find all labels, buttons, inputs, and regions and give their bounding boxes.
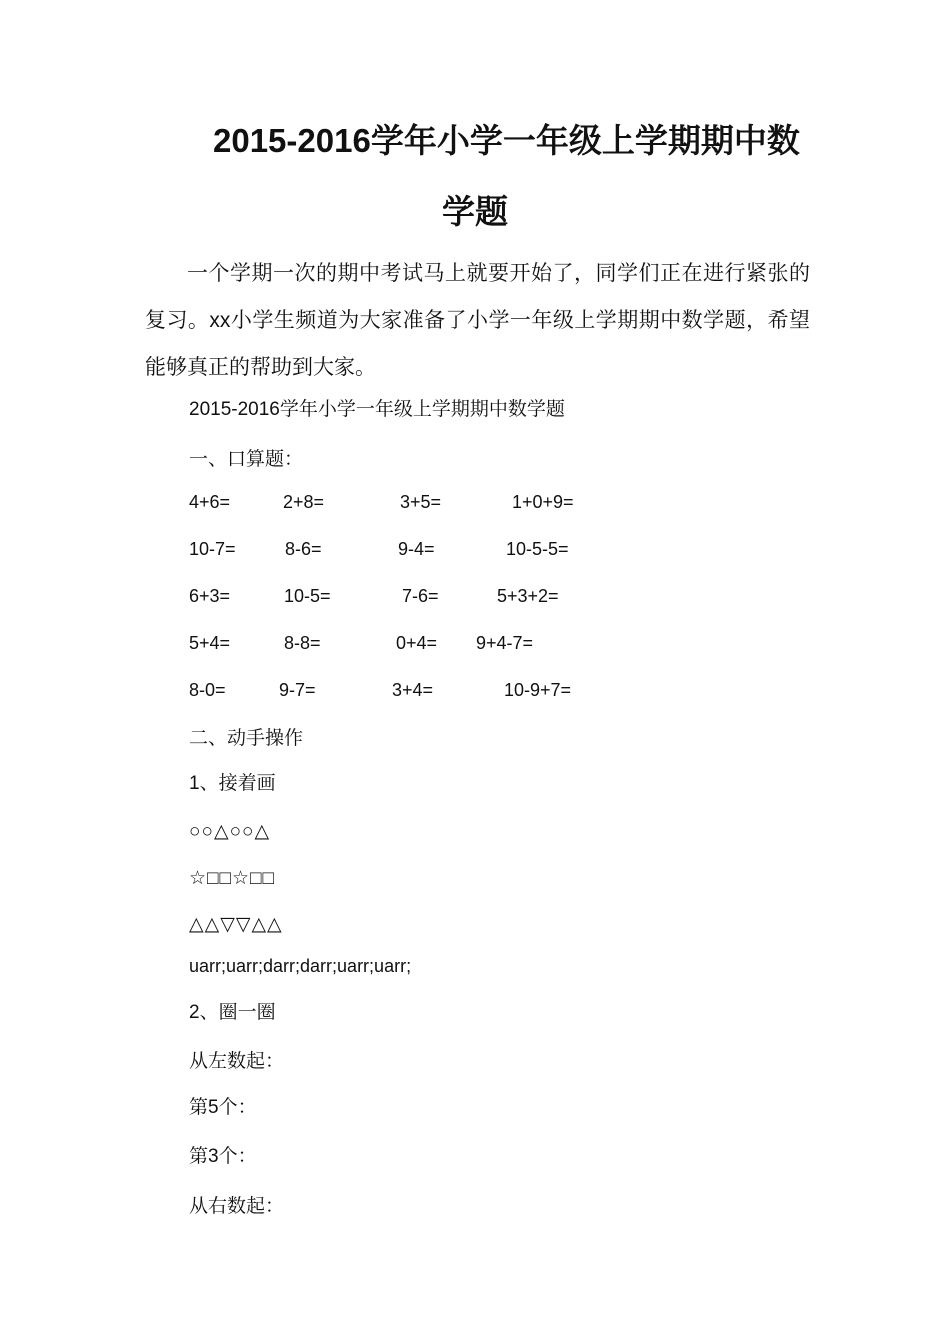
arithmetic-item: 0+4= — [396, 633, 438, 653]
shape-pattern-1: ○○△○○△ — [189, 821, 271, 842]
arithmetic-item: 4+6= — [189, 492, 231, 512]
question1-label: 1、接着画 — [189, 773, 276, 794]
arithmetic-item: 5+4= — [189, 633, 231, 653]
document-title-line2: 学题 — [442, 193, 508, 230]
arithmetic-item: 10-5= — [284, 586, 331, 606]
document-title-line1: 2015-2016学年小学一年级上学期期中数 — [213, 122, 800, 159]
third-item-label: 第3个： — [189, 1146, 257, 1167]
intro-paragraph: 一个学期一次的期中考试马上就要开始了，同学们正在进行紧张的复习。xx小学生频道为大家准备了小学一年级上学期期中数学题，希望能够真正的帮助到大家。 — [145, 262, 810, 379]
arithmetic-item: 10-5-5= — [506, 539, 569, 559]
arithmetic-item: 8-6= — [285, 539, 322, 559]
question2-label: 2、圈一圈 — [189, 1002, 276, 1023]
count-from-left-label: 从左数起： — [189, 1051, 285, 1072]
arrow-pattern: uarr;uarr;darr;darr;uarr;uarr; — [189, 956, 412, 976]
section1-heading: 一、口算题： — [189, 449, 304, 470]
arithmetic-item: 6+3= — [189, 586, 231, 606]
section2-heading: 二、动手操作 — [189, 728, 304, 749]
subtitle: 2015-2016学年小学一年级上学期期中数学题 — [189, 399, 565, 420]
arithmetic-item: 2+8= — [283, 492, 325, 512]
arithmetic-item: 7-6= — [402, 586, 439, 606]
arithmetic-item: 3+5= — [400, 492, 442, 512]
shape-pattern-2: ☆□□☆□□ — [189, 868, 275, 889]
arithmetic-item: 10-7= — [189, 539, 236, 559]
arithmetic-item: 8-8= — [284, 633, 321, 653]
arithmetic-item: 1+0+9= — [512, 492, 574, 512]
arithmetic-item: 5+3+2= — [497, 586, 559, 606]
arithmetic-item: 3+4= — [392, 680, 434, 700]
count-from-right-label: 从右数起： — [189, 1196, 285, 1217]
arithmetic-item: 9+4-7= — [476, 633, 534, 653]
shape-pattern-3: △△▽▽△△ — [189, 914, 283, 935]
fifth-item-label: 第5个： — [189, 1097, 257, 1118]
arithmetic-item: 9-7= — [279, 680, 316, 700]
arithmetic-item: 8-0= — [189, 680, 226, 700]
arithmetic-item: 9-4= — [398, 539, 435, 559]
arithmetic-item: 10-9+7= — [504, 680, 572, 700]
